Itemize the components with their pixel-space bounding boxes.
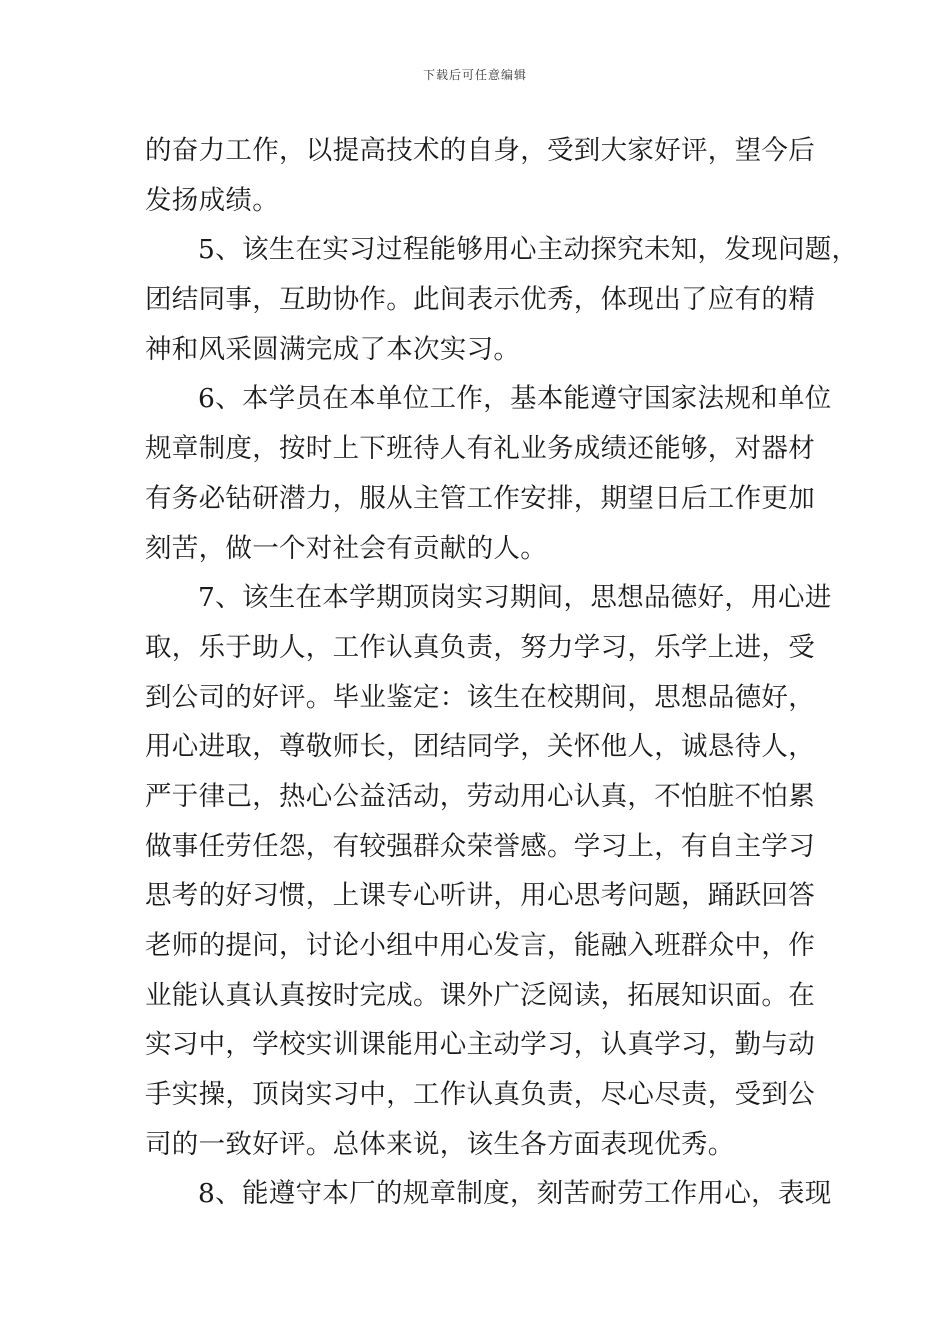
text-line: 取，乐于助人，工作认真负责，努力学习，乐学上进，受 [145, 631, 815, 663]
text-line: 刻苦，做一个对社会有贡献的人。 [145, 532, 547, 564]
page-header: 下载后可任意编辑 [422, 68, 527, 82]
paragraph-start-line: 8、能遵守本厂的规章制度，刻苦耐劳工作用心，表现 [198, 1178, 832, 1210]
text-line: 的奋力工作，以提高技术的自身，受到大家好评，望今后 [145, 135, 815, 166]
text-line: 有务必钻研潜力，服从主管工作安排，期望日后工作更加 [145, 482, 815, 514]
paragraph-start-line: 5、该生在实习过程能够用心主动探究未知，发现问题， [198, 234, 859, 266]
text-line: 做事任劳任怨，有较强群众荣誉感。学习上，有自主学习 [145, 830, 815, 862]
text-line: 思考的好习惯，上课专心听讲，用心思考问题，踊跃回答 [145, 880, 815, 912]
text-line: 手实操，顶岗实习中，工作认真负责，尽心尽责，受到公 [145, 1079, 815, 1111]
paragraph-start-line: 6、本学员在本单位工作，基本能遵守国家法规和单位 [198, 383, 832, 415]
text-line: 到公司的好评。毕业鉴定：该生在校期间，思想品德好， [145, 681, 815, 713]
text-line: 规章制度，按时上下班待人有礼业务成绩还能够，对器材 [145, 433, 815, 465]
paragraph-start-line: 7、该生在本学期顶岗实习期间，思想品德好，用心进 [198, 582, 832, 614]
text-line: 神和风采圆满完成了本次实习。 [145, 333, 521, 365]
text-line: 业能认真认真按时完成。课外广泛阅读，拓展知识面。在 [145, 979, 815, 1011]
text-line: 发扬成绩。 [145, 184, 279, 216]
text-line: 团结同事，互助协作。此间表示优秀，体现出了应有的精 [145, 284, 815, 316]
text-line: 司的一致好评。总体来说，该生各方面表现优秀。 [145, 1128, 735, 1160]
text-line: 老师的提问，讨论小组中用心发言，能融入班群众中，作 [145, 930, 815, 961]
text-line: 用心进取，尊敬师长，团结同学，关怀他人，诚恳待人， [145, 731, 815, 763]
text-line: 严于律己，热心公益活动，劳动用心认真，不怕脏不怕累 [145, 780, 815, 812]
document-body [145, 126, 859, 1219]
text-line: 实习中，学校实训课能用心主动学习，认真学习，勤与动 [145, 1029, 815, 1061]
